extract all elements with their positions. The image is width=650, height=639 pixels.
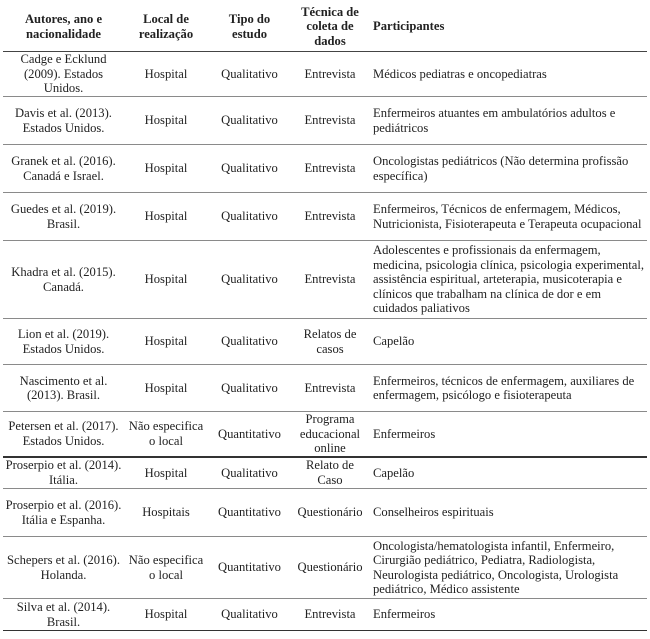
cell-technique: Entrevista xyxy=(291,599,369,631)
cell-authors: Cadge e Ecklund (2009). Estados Unidos. xyxy=(3,52,124,97)
cell-authors: Granek et al. (2016). Canadá e Israel. xyxy=(3,145,124,193)
cell-authors: Davis et al. (2013). Estados Unidos. xyxy=(3,97,124,145)
cell-study-type: Qualitativo xyxy=(208,319,291,365)
header-participants: Participantes xyxy=(369,2,647,52)
cell-authors: Petersen et al. (2017). Estados Unidos. xyxy=(3,412,124,457)
cell-technique: Entrevista xyxy=(291,52,369,97)
cell-location: Não especifica o local xyxy=(124,537,208,599)
table-row xyxy=(3,97,647,145)
cell-participants: Conselheiros espirituais xyxy=(369,489,647,537)
cell-participants: Médicos pediatras e oncopediatras xyxy=(369,52,647,97)
header-location: Local de realização xyxy=(124,2,208,52)
table-row xyxy=(3,365,647,412)
cell-study-type: Qualitativo xyxy=(208,52,291,97)
table-row xyxy=(3,319,647,365)
cell-location: Hospital xyxy=(124,97,208,145)
cell-location: Hospital xyxy=(124,145,208,193)
cell-location: Hospitais xyxy=(124,489,208,537)
cell-participants: Enfermeiros xyxy=(369,412,647,457)
cell-authors: Proserpio et al. (2016). Itália e Espanha. xyxy=(3,489,124,537)
cell-technique: Relato de Caso xyxy=(291,457,369,489)
table-row xyxy=(3,537,647,599)
cell-location: Hospital xyxy=(124,457,208,489)
cell-participants: Oncologistas pediátricos (Não determina profissão específica) xyxy=(369,145,647,193)
cell-location: Hospital xyxy=(124,365,208,412)
table-row xyxy=(3,145,647,193)
cell-authors: Guedes et al. (2019). Brasil. xyxy=(3,193,124,241)
cell-authors: Silva et al. (2014). Brasil. xyxy=(3,599,124,631)
cell-study-type: Qualitativo xyxy=(208,365,291,412)
cell-location: Não especifica o local xyxy=(124,412,208,457)
cell-authors: Proserpio et al. (2014). Itália. xyxy=(3,457,124,489)
table-row xyxy=(3,241,647,319)
cell-participants: Enfermeiros, técnicos de enfermagem, auxiliares de enfermagem, psicólogo e fisioterapeuta xyxy=(369,365,647,412)
cell-technique: Relatos de casos xyxy=(291,319,369,365)
cell-study-type: Quantitativo xyxy=(208,412,291,457)
cell-location: Hospital xyxy=(124,193,208,241)
cell-participants: Enfermeiros, Técnicos de enfermagem, Médicos, Nutricionista, Fisioterapeuta e Terapeuta ocupacional xyxy=(369,193,647,241)
cell-study-type: Qualitativo xyxy=(208,145,291,193)
table-row xyxy=(3,489,647,537)
cell-authors: Lion et al. (2019). Estados Unidos. xyxy=(3,319,124,365)
cell-study-type: Quantitativo xyxy=(208,537,291,599)
cell-technique: Programa educacional online xyxy=(291,412,369,457)
cell-participants: Oncologista/hematologista infantil, Enfermeiro, Cirurgião pediátrico, Pediatra, Radiologista, Neurologista pediátrico, Oncologista, Urologista pediátrico, Médico assistente xyxy=(369,537,647,599)
cell-authors: Nascimento et al. (2013). Brasil. xyxy=(3,365,124,412)
studies-table xyxy=(3,2,647,631)
header-technique: Técnica de coleta de dados xyxy=(291,2,369,52)
cell-technique: Entrevista xyxy=(291,145,369,193)
cell-location: Hospital xyxy=(124,52,208,97)
cell-authors: Khadra et al. (2015). Canadá. xyxy=(3,241,124,319)
table-row xyxy=(3,412,647,457)
cell-technique: Questionário xyxy=(291,537,369,599)
cell-study-type: Qualitativo xyxy=(208,599,291,631)
cell-study-type: Qualitativo xyxy=(208,457,291,489)
cell-participants: Capelão xyxy=(369,457,647,489)
cell-location: Hospital xyxy=(124,319,208,365)
cell-technique: Questionário xyxy=(291,489,369,537)
table-row xyxy=(3,52,647,97)
cell-location: Hospital xyxy=(124,241,208,319)
cell-study-type: Qualitativo xyxy=(208,241,291,319)
header-authors: Autores, ano e nacionalidade xyxy=(3,2,124,52)
cell-participants: Adolescentes e profissionais da enfermagem, medicina, psicologia clínica, psicologia experimental, assistência espiritual, arteterapia, musicoterapia e clínicos que trabalham na clínica de dor e em cuidados paliativos xyxy=(369,241,647,319)
cell-location: Hospital xyxy=(124,599,208,631)
cell-technique: Entrevista xyxy=(291,365,369,412)
cell-participants: Enfermeiros xyxy=(369,599,647,631)
table-row xyxy=(3,193,647,241)
cell-study-type: Qualitativo xyxy=(208,97,291,145)
header-study-type: Tipo do estudo xyxy=(208,2,291,52)
cell-participants: Enfermeiros atuantes em ambulatórios adultos e pediátricos xyxy=(369,97,647,145)
table-row xyxy=(3,457,647,489)
table-row xyxy=(3,599,647,631)
cell-study-type: Quantitativo xyxy=(208,489,291,537)
cell-technique: Entrevista xyxy=(291,241,369,319)
cell-technique: Entrevista xyxy=(291,193,369,241)
cell-participants: Capelão xyxy=(369,319,647,365)
cell-study-type: Qualitativo xyxy=(208,193,291,241)
cell-authors: Schepers et al. (2016). Holanda. xyxy=(3,537,124,599)
cell-technique: Entrevista xyxy=(291,97,369,145)
header-row xyxy=(3,2,647,52)
